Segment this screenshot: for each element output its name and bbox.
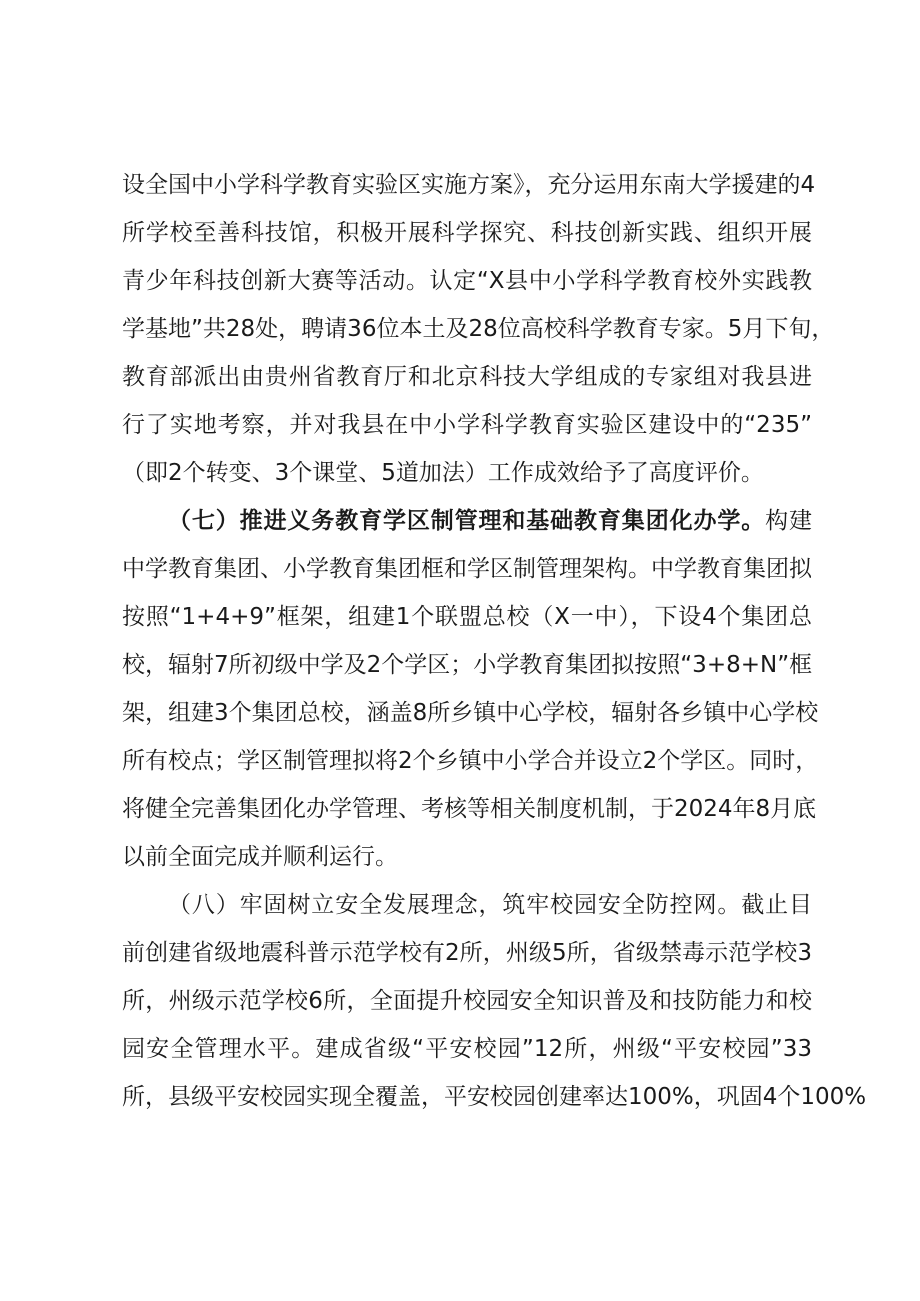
text-line: 所，县级平安校园实现全覆盖，平安校园创建率达100%，巩固4个100% [122, 1084, 867, 1110]
text-line: 架，组建3个集团总校，涵盖8所乡镇中心学校，辐射各乡镇中心学校 [122, 700, 819, 726]
section-heading: （七）推进义务教育学区制管理和基础教育集团化办学。 [168, 508, 766, 534]
text-line: 中学教育集团、小学教育集团框和学区制管理架构。中学教育集团拟 [122, 556, 812, 582]
text-line: 青少年科技创新大赛等活动。认定“X县中小学科学教育校外实践教 [122, 268, 812, 294]
text-line: 教育部派出由贵州省教育厅和北京科技大学组成的专家组对我县进 [122, 364, 812, 390]
text-line: 行了实地考察，并对我县在中小学科学教育实验区建设中的“235” [122, 412, 812, 438]
text-line: 按照“1+4+9”框架，组建1个联盟总校（X一中），下设4个集团总 [122, 604, 812, 630]
text-line: 所，州级示范学校6所，全面提升校园安全知识普及和技防能力和校 [122, 988, 812, 1014]
text-line: （即2个转变、3个课堂、5道加法）工作成效给予了高度评价。 [122, 460, 764, 486]
text-line: 以前全面完成并顺利运行。 [122, 844, 398, 870]
text-line: 所有校点；学区制管理拟将2个乡镇中小学合并设立2个学区。同时， [122, 748, 819, 774]
text-line: 学基地”共28处，聘请36位本土及28位高校科学教育专家。5月下旬， [122, 316, 835, 342]
text-line: 园安全管理水平。建成省级“平安校园”12所，州级“平安校园”33 [122, 1036, 812, 1062]
text-line: 前创建省级地震科普示范学校有2所，州级5所，省级禁毒示范学校3 [122, 940, 812, 966]
text-line: 所学校至善科技馆，积极开展科学探究、科技创新实践、组织开展 [122, 220, 812, 246]
section-heading-line [168, 506, 812, 536]
text-fragment: 构建 [765, 508, 813, 534]
text-line: 将健全完善集团化办学管理、考核等相关制度机制，于2024年8月底 [122, 796, 817, 822]
text-line: （八）牢固树立安全发展理念，筑牢校园安全防控网。截止目 [168, 892, 812, 918]
text-line: 校，辐射7所初级中学及2个学区；小学教育集团拟按照“3+8+N”框 [122, 652, 813, 678]
text-line: 设全国中小学科学教育实验区实施方案》，充分运用东南大学援建的4 [122, 172, 816, 198]
